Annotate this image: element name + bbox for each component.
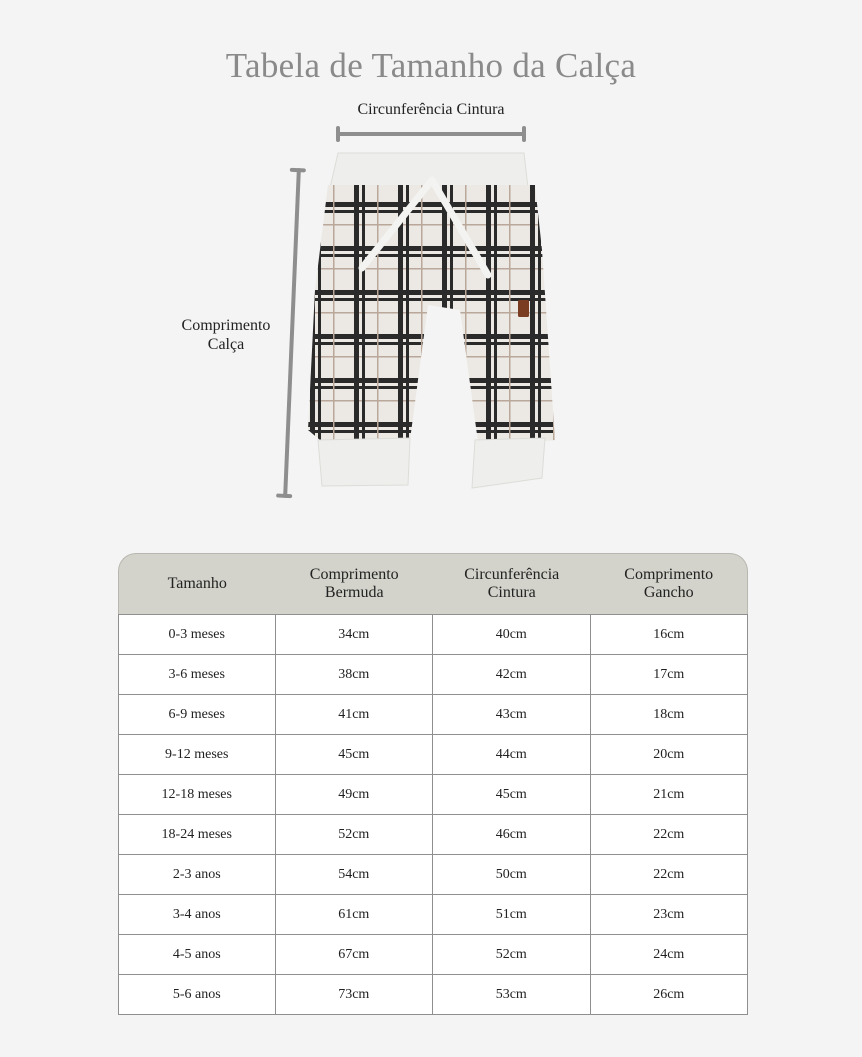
plaid-pants-image (300, 150, 560, 495)
cell-length: 41cm (276, 695, 434, 735)
cell-waist: 46cm (433, 815, 591, 855)
waist-measure-label: Circunferência Cintura (357, 101, 505, 118)
cell-waist: 51cm (433, 895, 591, 935)
table-row (118, 895, 748, 935)
cell-rise: 22cm (591, 855, 749, 895)
cell-waist: 53cm (433, 975, 591, 1015)
table-row (118, 695, 748, 735)
cell-rise: 16cm (591, 614, 749, 655)
cell-length: 73cm (276, 975, 434, 1015)
cell-size: 5-6 anos (118, 975, 276, 1015)
length-label-line1: Comprimento (181, 317, 271, 334)
right-cuff (472, 438, 545, 488)
cell-waist: 43cm (433, 695, 591, 735)
cell-rise: 22cm (591, 815, 749, 855)
cell-length: 54cm (276, 855, 434, 895)
table-row (118, 614, 748, 655)
table-row (118, 735, 748, 775)
cell-length: 52cm (276, 815, 434, 855)
cell-rise: 24cm (591, 935, 749, 975)
size-table (118, 553, 748, 1015)
cell-size: 0-3 meses (118, 614, 276, 655)
cell-rise: 20cm (591, 735, 749, 775)
cell-length: 45cm (276, 735, 434, 775)
table-row (118, 855, 748, 895)
cell-waist: 40cm (433, 614, 591, 655)
cell-length: 67cm (276, 935, 434, 975)
cell-size: 6-9 meses (118, 695, 276, 735)
header-tamanho: Tamanho (118, 553, 276, 614)
cell-length: 34cm (276, 614, 434, 655)
table-row (118, 775, 748, 815)
header-comprimento-gancho: Comprimento Gancho (591, 553, 749, 614)
cell-size: 12-18 meses (118, 775, 276, 815)
cell-waist: 52cm (433, 935, 591, 975)
length-measure-label (160, 316, 292, 354)
cell-waist: 45cm (433, 775, 591, 815)
cell-waist: 42cm (433, 655, 591, 695)
cell-size: 3-6 meses (118, 655, 276, 695)
header-comprimento-bermuda: Comprimento Bermuda (276, 553, 434, 614)
table-row (118, 815, 748, 855)
cell-size: 9-12 meses (118, 735, 276, 775)
waist-measure-bar (337, 132, 525, 136)
cell-rise: 17cm (591, 655, 749, 695)
table-row (118, 935, 748, 975)
header-circunferencia-cintura: Circunferência Cintura (433, 553, 591, 614)
cell-size: 3-4 anos (118, 895, 276, 935)
cell-size: 18-24 meses (118, 815, 276, 855)
cell-waist: 44cm (433, 735, 591, 775)
cell-length: 49cm (276, 775, 434, 815)
cell-size: 4-5 anos (118, 935, 276, 975)
length-label-line2: Calça (207, 336, 245, 353)
cell-length: 38cm (276, 655, 434, 695)
cell-waist: 50cm (433, 855, 591, 895)
cell-rise: 21cm (591, 775, 749, 815)
table-row (118, 975, 748, 1015)
cell-rise: 26cm (591, 975, 749, 1015)
cell-size: 2-3 anos (118, 855, 276, 895)
brand-patch (518, 300, 529, 317)
cell-rise: 23cm (591, 895, 749, 935)
page-title: Tabela de Tamanho da Calça (225, 46, 637, 85)
table-row (118, 655, 748, 695)
left-cuff (318, 438, 410, 486)
cell-rise: 18cm (591, 695, 749, 735)
table-header-row (118, 553, 748, 614)
size-table-container (118, 553, 747, 1015)
cell-length: 61cm (276, 895, 434, 935)
